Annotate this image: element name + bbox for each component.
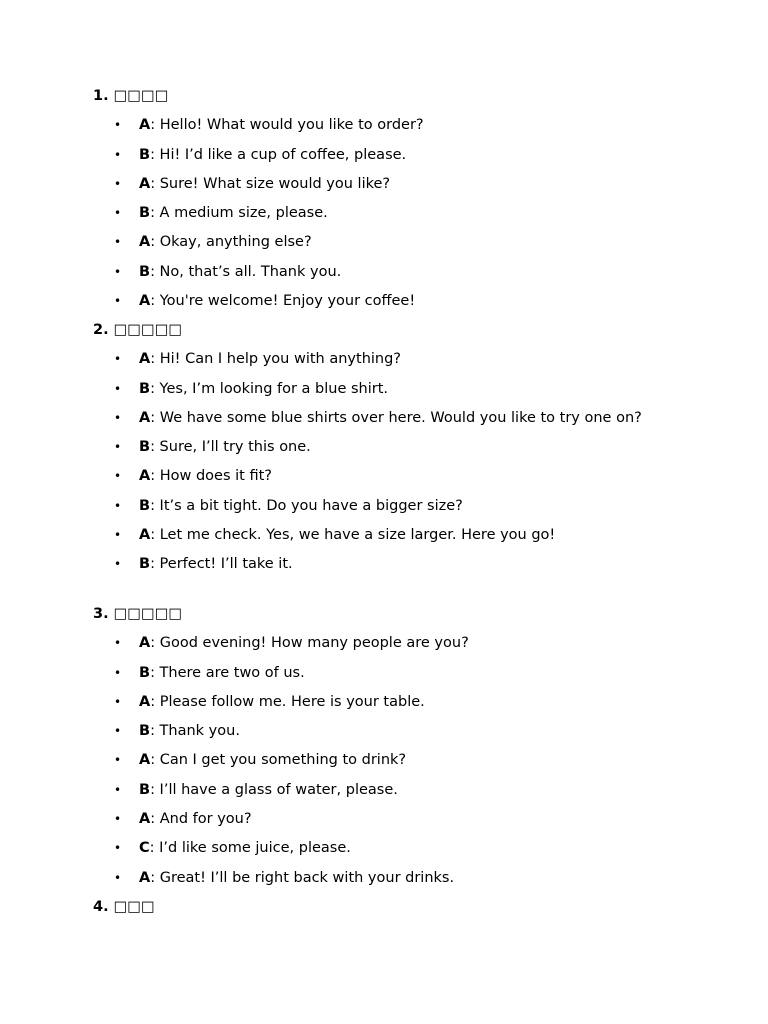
speaker-label: A	[139, 175, 151, 192]
line-text: : We have some blue shirts over here. Would you like to try one on?	[150, 409, 642, 426]
line-text: : Let me check. Yes, we have a size larger. Here you go!	[150, 527, 556, 544]
line-text: : I’ll have a glass of water, please.	[150, 781, 398, 798]
speaker-label: A	[139, 351, 151, 368]
line-text: : Good evening! How many people are you?	[150, 635, 469, 652]
dialogue-list	[93, 349, 673, 574]
line-text: : Perfect! I’ll take it.	[150, 556, 293, 573]
dialogue-line	[93, 633, 659, 653]
bullet-icon: •	[114, 352, 122, 367]
dialogue-line	[93, 809, 659, 829]
line-text: : Okay, anything else?	[150, 234, 312, 251]
section-title: □□□□□	[113, 322, 183, 338]
dialogue-line	[93, 174, 659, 194]
dialogue-line	[93, 496, 659, 516]
bullet-icon: •	[114, 118, 122, 133]
line-text: : And for you?	[150, 811, 252, 828]
dialogue-line	[93, 349, 659, 369]
line-text: : Yes, I’m looking for a blue shirt.	[150, 380, 389, 397]
bullet-icon: •	[114, 694, 122, 709]
bullet-icon: •	[114, 753, 122, 768]
speaker-label: B	[139, 205, 151, 222]
dialogue-line	[93, 203, 659, 223]
bullet-icon: •	[114, 410, 122, 425]
bullet-icon: •	[114, 176, 122, 191]
bullet-icon: •	[114, 147, 122, 162]
section-1	[93, 86, 673, 311]
bullet-icon: •	[114, 235, 122, 250]
bullet-icon: •	[114, 206, 122, 221]
bullet-icon: •	[114, 636, 122, 651]
dialogue-line	[93, 408, 659, 428]
speaker-label: B	[139, 497, 151, 514]
section-heading	[93, 320, 673, 340]
speaker-label: A	[139, 234, 151, 251]
line-text: : Sure, I’ll try this one.	[150, 439, 311, 456]
section-number: 3.	[93, 606, 109, 622]
dialogue-list	[93, 633, 673, 887]
line-text: : How does it fit?	[150, 468, 272, 485]
dialogue-line	[93, 379, 659, 399]
bullet-icon: •	[114, 812, 122, 827]
bullet-icon: •	[114, 440, 122, 455]
section-title: □□□	[113, 899, 155, 915]
line-text: : Hello! What would you like to order?	[150, 117, 424, 134]
bullet-icon: •	[114, 469, 122, 484]
speaker-label: B	[139, 439, 151, 456]
section-number: 2.	[93, 322, 109, 338]
dialogue-line	[93, 115, 659, 135]
section-number: 1.	[93, 88, 109, 104]
dialogue-line	[93, 663, 659, 683]
speaker-label: C	[139, 840, 150, 857]
line-text: : A medium size, please.	[150, 205, 328, 222]
speaker-label: B	[139, 723, 151, 740]
bullet-icon: •	[114, 528, 122, 543]
line-text: : I’d like some juice, please.	[149, 840, 351, 857]
line-text: : You're welcome! Enjoy your coffee!	[150, 293, 416, 310]
bullet-icon: •	[114, 782, 122, 797]
speaker-label: A	[139, 635, 151, 652]
section-title: □□□□□	[113, 606, 183, 622]
speaker-label: A	[139, 468, 151, 485]
line-text: : Sure! What size would you like?	[150, 175, 391, 192]
dialogue-line	[93, 838, 659, 858]
speaker-label: A	[139, 752, 151, 769]
dialogue-line	[93, 437, 659, 457]
bullet-icon: •	[114, 870, 122, 885]
speaker-label: A	[139, 117, 151, 134]
dialogue-line	[93, 692, 659, 712]
bullet-icon: •	[114, 381, 122, 396]
section-heading	[93, 897, 673, 917]
dialogue-line	[93, 750, 659, 770]
bullet-icon: •	[114, 557, 122, 572]
line-text: : Hi! I’d like a cup of coffee, please.	[150, 146, 407, 163]
line-text: : Thank you.	[150, 723, 240, 740]
speaker-label: A	[139, 293, 151, 310]
speaker-label: B	[139, 664, 151, 681]
bullet-icon: •	[114, 294, 122, 309]
speaker-label: A	[139, 811, 151, 828]
section-title: □□□□	[113, 88, 169, 104]
section-4	[93, 897, 673, 917]
speaker-label: B	[139, 146, 151, 163]
bullet-icon: •	[114, 724, 122, 739]
speaker-label: A	[139, 693, 151, 710]
line-text: : Can I get you something to drink?	[150, 752, 407, 769]
speaker-label: B	[139, 263, 151, 280]
section-3	[93, 604, 673, 888]
section-heading	[93, 86, 673, 106]
line-text: : No, that’s all. Thank you.	[150, 263, 342, 280]
bullet-icon: •	[114, 841, 122, 856]
section-heading	[93, 604, 673, 624]
dialogue-line	[93, 291, 659, 311]
speaker-label: A	[139, 869, 151, 886]
speaker-label: B	[139, 781, 151, 798]
speaker-label: A	[139, 409, 151, 426]
dialogue-line	[93, 868, 659, 888]
dialogue-line	[93, 466, 659, 486]
section-2	[93, 320, 673, 574]
speaker-label: B	[139, 380, 151, 397]
bullet-icon: •	[114, 665, 122, 680]
dialogue-line	[93, 780, 659, 800]
line-text: : It’s a bit tight. Do you have a bigger size?	[150, 497, 463, 514]
dialogue-line	[93, 145, 659, 165]
dialogue-line	[93, 232, 659, 252]
line-text: : Hi! Can I help you with anything?	[150, 351, 402, 368]
line-text: : Please follow me. Here is your table.	[150, 693, 425, 710]
dialogue-list	[93, 115, 673, 311]
bullet-icon: •	[114, 264, 122, 279]
line-text: : Great! I’ll be right back with your drinks.	[150, 869, 455, 886]
dialogue-line	[93, 554, 659, 574]
bullet-icon: •	[114, 498, 122, 513]
section-number: 4.	[93, 899, 109, 915]
line-text: : There are two of us.	[150, 664, 305, 681]
speaker-label: B	[139, 556, 151, 573]
speaker-label: A	[139, 527, 151, 544]
dialogue-line	[93, 525, 659, 545]
dialogue-line	[93, 262, 659, 282]
dialogue-line	[93, 721, 659, 741]
